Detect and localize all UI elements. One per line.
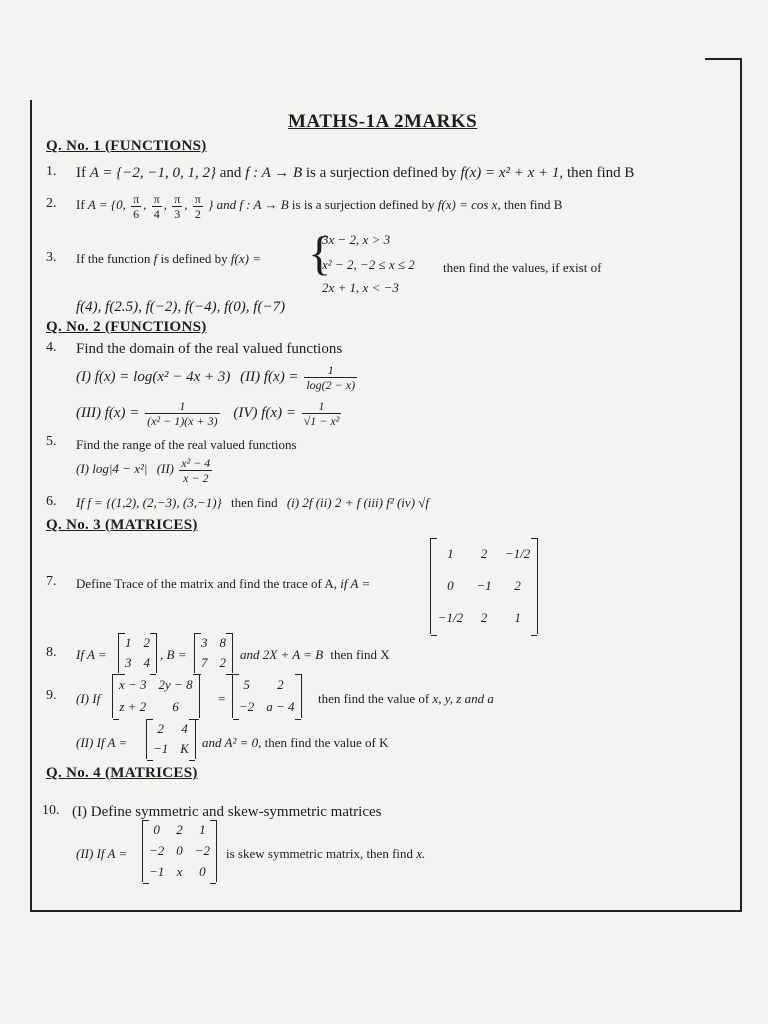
- page-title: MATHS-1A 2MARKS: [288, 111, 478, 132]
- q5-part-ii: (II): [156, 461, 175, 476]
- q9-condition: and A² = 0,: [202, 735, 262, 750]
- question-5: Find the range of the real valued functions: [76, 437, 297, 452]
- q4-part-1-2: [76, 362, 359, 392]
- q2-fraction: $\frac{\pi}{3}$: [174, 191, 181, 221]
- q1-function: f(x) = x² + x + 1,: [460, 165, 564, 181]
- q1-text: is a surjection defined by: [305, 165, 457, 181]
- q7-matrix: 1 2 −1/2 0 −1 2 −1/2 2 1: [430, 538, 538, 634]
- q9-matrix-right: 5 2 −2 a − 4: [232, 674, 302, 718]
- q9-matrix-A: 2 4 −1 K: [146, 719, 196, 759]
- q1-set: A = {−2, −1, 0, 1, 2}: [89, 165, 217, 181]
- q3-text: If the function: [76, 251, 151, 266]
- question-4: Find the domain of the real valued functions: [76, 341, 343, 357]
- q10-variable: x.: [416, 846, 426, 861]
- q2-set-open: {0,: [110, 197, 126, 212]
- q9-text: then find the value of K: [264, 735, 389, 750]
- q2-map: and f : A → B: [216, 197, 289, 212]
- q4-part-iii: (III) f(x) =: [76, 405, 140, 421]
- question-10: (I) Define symmetric and skew-symmetric matrices: [72, 804, 382, 820]
- page-border-bottom: [30, 910, 742, 912]
- q2-set-label: A =: [87, 197, 108, 212]
- q2-fraction: $\frac{\pi}{2}$: [194, 191, 201, 221]
- q8-tail: [240, 646, 390, 664]
- q9-text: then find the value of: [318, 691, 430, 706]
- q6-parts: (i) 2f (ii) 2 + f (iii) f² (iv) √f: [286, 495, 430, 510]
- question-3-lead: [76, 250, 261, 268]
- q8-equation: and 2X + A = B: [240, 647, 324, 662]
- q8-lead: If A =: [76, 647, 107, 662]
- q5-parts: [76, 454, 214, 485]
- q9-variables: x, y, z and a: [432, 691, 494, 706]
- q4-fraction: $\frac{1}{\log(2 - x)}$: [306, 363, 356, 393]
- q10-part-ii-tail: [226, 845, 425, 863]
- q8-text: then find X: [330, 647, 390, 662]
- q8-matrix-B: 3 8 7 2: [194, 633, 233, 673]
- q2-text: is is a surjection defined by: [291, 197, 435, 212]
- question-number: 6.: [46, 494, 57, 509]
- section-heading-4: Q. No. 4 (MATRICES): [46, 765, 198, 781]
- piecewise-case-2: x² − 2, −2 ≤ x ≤ 2: [322, 257, 415, 272]
- q2-function: f(x) = cos x,: [437, 197, 501, 212]
- q2-set-close: }: [208, 197, 214, 212]
- q3-symbol: f: [153, 251, 158, 266]
- page-border-left: [30, 100, 32, 912]
- question-7: [76, 575, 370, 593]
- question-number: 8.: [46, 645, 57, 660]
- q2-fraction: $\frac{\pi}{4}$: [153, 191, 160, 221]
- q3-text: is defined by: [160, 251, 228, 266]
- q10-matrix: 0 2 1 −2 0 −2 −1 x 0: [142, 820, 217, 882]
- q7-text: Define Trace of the matrix and find the trace of A,: [76, 576, 337, 591]
- question-number: 10.: [42, 803, 60, 818]
- q4-fraction: $\frac{1}{\text{(x² − 1)(x + 3)}}$: [147, 399, 218, 429]
- piecewise-brace: {: [308, 227, 332, 280]
- question-2: If A = {0, $\frac{\pi}{6}$ , $\frac{\pi}{4}$ , $\frac{\pi}{3}$ , $\frac{\pi}{2}$ } and f : A → B is is a surjection defined by f(x) = cos x, then find B: [76, 191, 563, 221]
- q8-b-label: , B =: [160, 647, 187, 662]
- q9-part-ii-lead: (II) If A =: [76, 735, 128, 750]
- q8-matrix-A: 1 2 3 4: [118, 633, 157, 673]
- q5-part-i: (I) log|4 − x²|: [76, 461, 148, 476]
- question-1: [76, 164, 634, 182]
- q4-part-iv: (IV) f(x) =: [233, 405, 296, 421]
- q4-part-i: (I) f(x) = log(x² − 4x + 3): [76, 369, 231, 385]
- q3-text: then find the values, if exist of: [443, 260, 602, 275]
- piecewise-case-3: 2x + 1, x < −3: [322, 280, 399, 295]
- q9-part-i-lead: (I) If: [76, 691, 101, 706]
- q10-part-ii-lead: (II) If A =: [76, 846, 128, 861]
- page-border-top: [705, 58, 742, 60]
- q1-text: then find B: [566, 165, 635, 181]
- piecewise-case-1: 3x − 2, x > 3: [322, 232, 391, 247]
- q2-text: If: [76, 197, 85, 212]
- q10-text: is skew symmetric matrix, then find: [226, 846, 414, 861]
- q2-text: then find B: [503, 197, 563, 212]
- q1-text: and: [219, 165, 242, 181]
- question-number: 4.: [46, 340, 57, 355]
- q1-text: If: [76, 165, 86, 181]
- q4-part-3-4: [76, 398, 343, 428]
- q3-function: f(x) =: [230, 251, 261, 266]
- q3-values: f(4), f(2.5), f(−2), f(−4), f(0), f(−7): [76, 299, 286, 315]
- question-number: 1.: [46, 164, 57, 179]
- q6-set: If f = {(1,2), (2,−3), (3,−1)}: [76, 495, 222, 510]
- q9-equals: =: [218, 691, 226, 706]
- q9-part-i-tail: [318, 690, 494, 708]
- question-number: 3.: [46, 250, 57, 265]
- question-number: 7.: [46, 574, 57, 589]
- section-heading-2: Q. No. 2 (FUNCTIONS): [46, 319, 207, 335]
- q5-fraction: $\frac{\text{x² − 4}}{x - 2}$: [181, 455, 211, 485]
- q9-part-ii-tail: [202, 734, 388, 752]
- section-heading-3: Q. No. 3 (MATRICES): [46, 517, 198, 533]
- q6-text: then find: [231, 495, 278, 510]
- q2-fraction: $\frac{\pi}{6}$: [133, 191, 140, 221]
- question-number: 9.: [46, 688, 57, 703]
- q9-matrix-left: x − 3 2y − 8 z + 2 6: [112, 674, 200, 718]
- page-border-right: [740, 58, 742, 912]
- q4-part-ii: (II) f(x) =: [240, 369, 299, 385]
- q1-map: f : A → B: [245, 165, 303, 181]
- question-number: 2.: [46, 196, 57, 211]
- question-number: 5.: [46, 434, 57, 449]
- section-heading-1: Q. No. 1 (FUNCTIONS): [46, 138, 207, 154]
- question-6: [76, 494, 429, 512]
- q4-fraction: $\frac{1}{\text{√1 − x²}}$: [303, 399, 340, 429]
- q7-matrix-label: if A =: [340, 576, 371, 591]
